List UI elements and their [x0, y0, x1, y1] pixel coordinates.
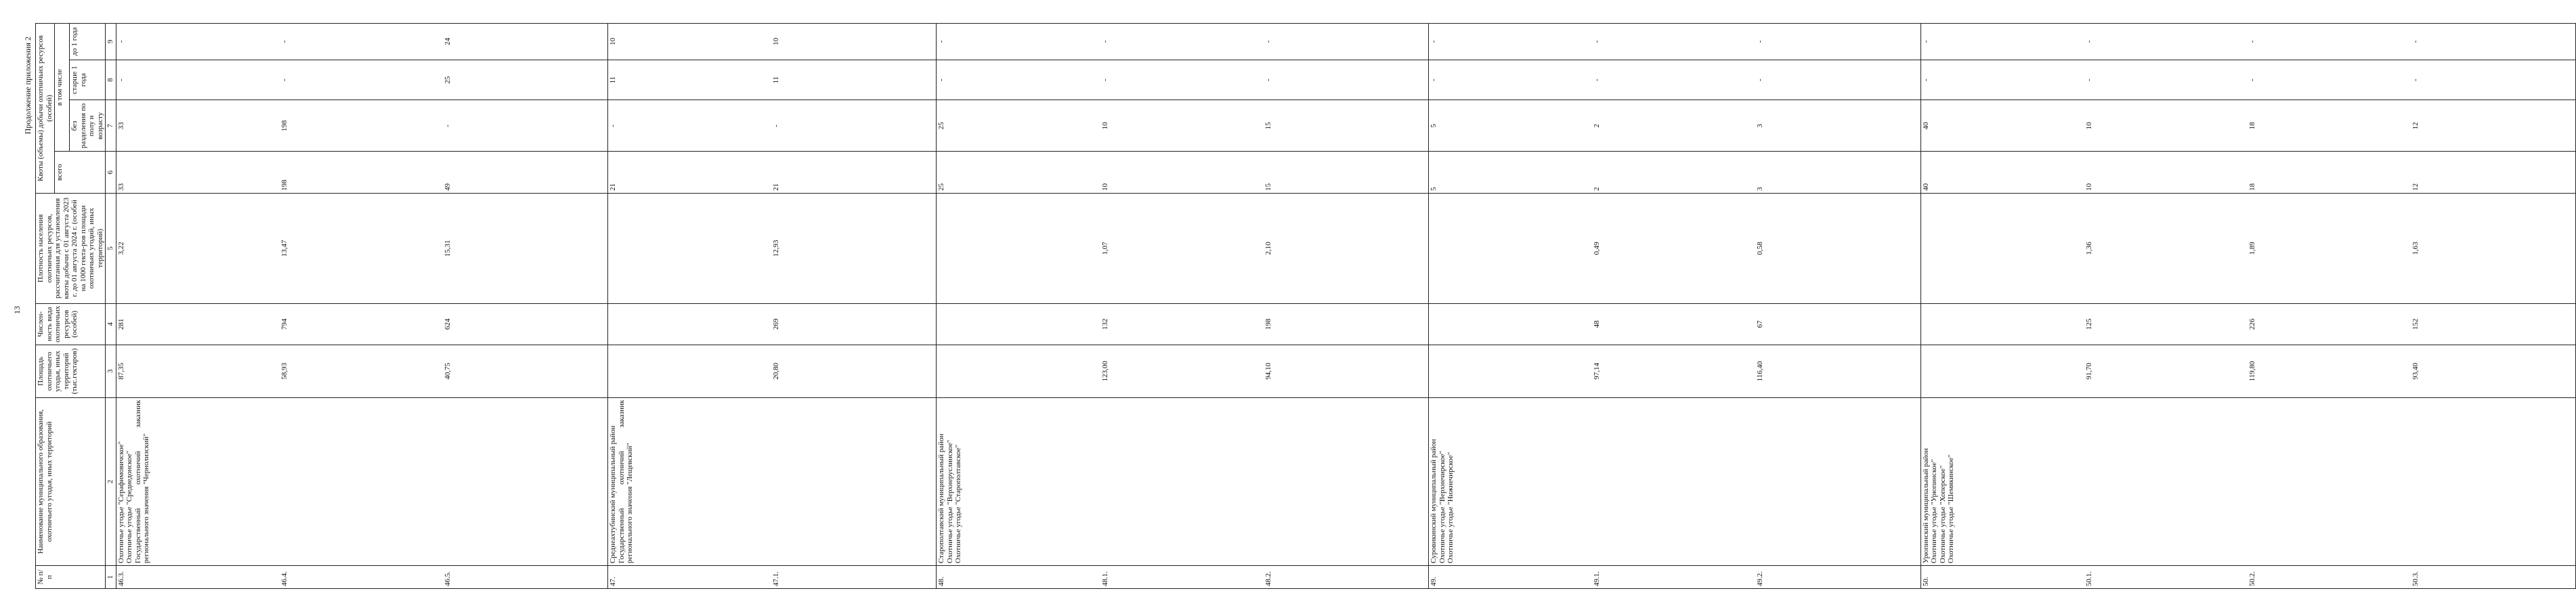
- row-upto-1y: -: [937, 40, 946, 43]
- header-population: Числен-ность вида охотничьих ресурсов (особей): [36, 303, 106, 345]
- header-area: Площадь охотничьего угодья, иных территорий (тыс.гектаров): [36, 345, 106, 397]
- row-area: 87,35: [116, 363, 125, 380]
- row-older-1y-cell: [1920, 60, 2576, 100]
- row-num: 49.: [1430, 577, 1438, 586]
- row-total: 21: [772, 183, 781, 191]
- row-num: 46.5.: [443, 571, 452, 586]
- row-num-cell: [1429, 566, 1921, 589]
- row-total: 33: [116, 183, 125, 191]
- row-density: 1,36: [2084, 242, 2093, 255]
- row-name: Охотничье угодье "Нижнечирское": [1446, 452, 1455, 564]
- row-density: 1,89: [2248, 242, 2256, 255]
- row-density: [1430, 196, 1593, 301]
- row-older-1y: -: [1430, 79, 1438, 81]
- row-older-1y: 25: [443, 76, 452, 84]
- table-row-group: [937, 24, 1429, 589]
- row-older-1y: -: [1593, 79, 1602, 81]
- row-name: Охотничье угодье "Верхнечирское": [1438, 450, 1446, 564]
- row-area: 119,80: [2248, 361, 2256, 382]
- row-density-cell: [937, 193, 1429, 303]
- row-density: 15,31: [443, 240, 452, 257]
- row-total-cell: [1429, 152, 1921, 194]
- row-density: 0,49: [1593, 242, 1602, 255]
- row-population-cell: [1429, 303, 1921, 345]
- row-name: Охотничье угодье "Серафимовичское": [116, 441, 125, 564]
- row-total: 25: [937, 183, 946, 191]
- row-area: [609, 347, 772, 395]
- row-no-sex-age: 2: [1593, 124, 1602, 128]
- table-row-group: [608, 24, 937, 589]
- row-total: 10: [2084, 183, 2093, 191]
- row-density: [1922, 196, 2085, 301]
- row-upto-1y: 24: [443, 37, 452, 45]
- row-density: 0,58: [1756, 242, 1765, 255]
- row-area-cell: [1920, 345, 2576, 397]
- row-area-cell: [608, 345, 937, 397]
- row-no-sex-age: 18: [2248, 122, 2256, 130]
- row-older-1y: -: [1264, 79, 1272, 81]
- row-density: 12,93: [772, 240, 781, 257]
- row-total-cell: [1920, 152, 2576, 194]
- row-area: 91,70: [2084, 363, 2093, 380]
- column-number: 3: [106, 345, 116, 397]
- row-no-sex-age-cell: [1429, 100, 1921, 152]
- row-no-sex-age: 3: [1756, 124, 1765, 128]
- row-upto-1y: -: [2411, 40, 2420, 43]
- row-upto-1y: -: [2084, 40, 2093, 43]
- row-upto-1y-cell: [116, 24, 608, 60]
- row-older-1y: -: [2248, 79, 2256, 81]
- row-upto-1y: -: [1100, 40, 1109, 43]
- row-area: 97,14: [1593, 363, 1602, 380]
- row-num: 48.1.: [1100, 571, 1109, 586]
- row-density: 3,22: [116, 242, 125, 255]
- row-area: [937, 347, 1100, 395]
- row-total-cell: [937, 152, 1429, 194]
- row-total: 10: [1100, 183, 1109, 191]
- row-density-cell: [1429, 193, 1921, 303]
- row-total: 21: [609, 183, 618, 191]
- row-density: [937, 196, 1100, 301]
- row-total: 5: [1430, 187, 1438, 191]
- row-no-sex-age: 33: [116, 122, 125, 130]
- row-population: 132: [1100, 318, 1109, 330]
- row-older-1y-cell: [116, 60, 608, 100]
- row-no-sex-age: 10: [1100, 122, 1109, 130]
- row-name: Суровикинский муниципальный район: [1430, 439, 1438, 564]
- header-older-1y: старше 1 года: [70, 60, 106, 100]
- row-name: Среднеахтубинский муниципальный район: [609, 425, 618, 564]
- continuation-label: Продолжение приложения 2: [23, 37, 33, 135]
- row-density: 1,63: [2411, 242, 2420, 255]
- row-no-sex-age-cell: [937, 100, 1429, 152]
- row-upto-1y-cell: [1429, 24, 1921, 60]
- row-area-cell: [116, 345, 608, 397]
- row-name-cell: [608, 397, 937, 565]
- row-no-sex-age: 5: [1430, 124, 1438, 128]
- column-number: 8: [106, 60, 116, 100]
- table-row-group: [116, 24, 608, 589]
- row-older-1y: -: [1756, 79, 1765, 81]
- row-total: 3: [1756, 187, 1765, 191]
- row-num-cell: [937, 566, 1429, 589]
- row-density-cell: [608, 193, 937, 303]
- row-name-cell: [1920, 397, 2576, 565]
- row-population: [1430, 306, 1593, 343]
- row-upto-1y: -: [1264, 40, 1272, 43]
- row-older-1y: -: [280, 79, 288, 81]
- row-older-1y: -: [1100, 79, 1109, 81]
- column-number: 1: [106, 566, 116, 589]
- row-population-cell: [116, 303, 608, 345]
- row-name: Государственный охотничий заказник регионального значения "Чернолизский": [133, 399, 150, 564]
- row-upto-1y: -: [1756, 40, 1765, 43]
- row-population: 281: [116, 318, 125, 330]
- row-upto-1y-cell: [608, 24, 937, 60]
- header-num: № п/п: [36, 566, 106, 589]
- row-older-1y: -: [2411, 79, 2420, 81]
- row-no-sex-age: 25: [937, 122, 946, 130]
- row-upto-1y-cell: [937, 24, 1429, 60]
- row-name: Охотничье угодье "Старополтавское": [954, 444, 963, 564]
- row-older-1y: 11: [609, 76, 618, 84]
- row-density-cell: [1920, 193, 2576, 303]
- column-number: 7: [106, 100, 116, 152]
- header-density: Плотность населения охотничьих ресурсов, рассчитанная для установления квоты добычи с 01 августа 2023 г. до 01 августа 2024 г. (особей на 1000 гекта-ров площади охотничьих угодий, иных территорий): [36, 193, 106, 303]
- row-upto-1y: 10: [772, 37, 781, 45]
- row-total: 15: [1264, 183, 1272, 191]
- row-name: Охотничье угодье "Урюпинское": [1930, 459, 1939, 564]
- row-population: 226: [2248, 318, 2256, 330]
- row-population: 624: [443, 318, 452, 330]
- row-total: 40: [1921, 183, 1930, 191]
- row-density-cell: [116, 193, 608, 303]
- row-area: 93,40: [2411, 363, 2420, 380]
- row-name: Охотничье угодье "Шемякинское": [1947, 454, 1956, 564]
- row-upto-1y: 10: [609, 37, 618, 45]
- row-num-cell: [608, 566, 937, 589]
- row-area-cell: [937, 345, 1429, 397]
- column-number-row: [106, 24, 116, 589]
- table-row-group: [1429, 24, 1921, 589]
- row-num: 48.: [937, 577, 946, 586]
- row-density: 13,47: [280, 240, 288, 257]
- row-upto-1y-cell: [1920, 24, 2576, 60]
- page-number: 13: [12, 306, 22, 314]
- row-total: 198: [280, 179, 288, 191]
- row-no-sex-age: -: [609, 125, 618, 127]
- row-population: 269: [772, 318, 781, 330]
- row-name: Урюпинский муниципальный район: [1921, 448, 1930, 564]
- header-quota-group: Квоты (объемы) добычи охотничьих ресурсов (особей): [36, 24, 55, 194]
- row-upto-1y: -: [1593, 40, 1602, 43]
- row-area: 20,80: [772, 363, 781, 380]
- row-population: 794: [280, 318, 288, 330]
- row-older-1y: -: [2084, 79, 2093, 81]
- row-upto-1y: -: [116, 40, 125, 43]
- row-area: [1430, 347, 1593, 395]
- row-name: Охотничье угодье "Верхнеруслинское": [945, 439, 954, 564]
- row-population-cell: [937, 303, 1429, 345]
- row-name: Государственный охотничий заказник регионального значения "Лещевский": [617, 399, 635, 564]
- row-population: [937, 306, 1100, 343]
- header-name: Наименование муниципального образования, охотничьего угодья, иных территорий: [36, 397, 106, 565]
- row-name: Охотничье угодье "Хоперское": [1938, 465, 1947, 564]
- header-upto-1y: до 1 года: [70, 24, 106, 60]
- row-no-sex-age: -: [772, 125, 781, 127]
- row-area: 58,93: [280, 363, 288, 380]
- row-older-1y: -: [116, 79, 125, 81]
- row-upto-1y: -: [2248, 40, 2256, 43]
- row-no-sex-age-cell: [1920, 100, 2576, 152]
- row-area: [1922, 347, 2085, 395]
- row-no-sex-age: 198: [280, 120, 288, 132]
- row-total-cell: [608, 152, 937, 194]
- row-no-sex-age: -: [443, 125, 452, 127]
- row-num: 46.4.: [280, 571, 288, 586]
- row-area-cell: [1429, 345, 1921, 397]
- row-no-sex-age: 15: [1264, 122, 1272, 130]
- row-population-cell: [1920, 303, 2576, 345]
- row-num: 47.1.: [772, 571, 781, 586]
- table-row-group: [1920, 24, 2576, 589]
- row-no-sex-age: 40: [1921, 122, 1930, 130]
- column-number: 4: [106, 303, 116, 345]
- row-older-1y-cell: [1429, 60, 1921, 100]
- row-name: Охотничье угодье "Средиедонское": [125, 450, 133, 564]
- row-num-cell: [1920, 566, 2576, 589]
- row-older-1y: 11: [772, 76, 781, 84]
- row-total: 12: [2411, 183, 2420, 191]
- row-num: 50.: [1921, 577, 1930, 586]
- row-population-cell: [608, 303, 937, 345]
- header-incl: в том числе: [55, 24, 70, 152]
- column-number: 5: [106, 193, 116, 303]
- row-population: 125: [2084, 318, 2093, 330]
- row-population: 48: [1593, 320, 1602, 328]
- row-no-sex-age: 12: [2411, 122, 2420, 130]
- row-no-sex-age-cell: [608, 100, 937, 152]
- row-upto-1y: -: [280, 40, 288, 43]
- row-num: 50.1.: [2084, 571, 2093, 586]
- row-num: 50.3.: [2411, 571, 2420, 586]
- row-area: 123,00: [1100, 361, 1109, 382]
- row-no-sex-age: 10: [2084, 122, 2093, 130]
- row-num: 48.2.: [1264, 571, 1272, 586]
- row-num: 49.2.: [1756, 571, 1765, 586]
- row-density: 1,07: [1100, 242, 1109, 255]
- row-upto-1y: -: [1430, 40, 1438, 43]
- row-population: 152: [2411, 318, 2420, 330]
- row-population: [1922, 306, 2085, 343]
- row-older-1y: -: [937, 79, 946, 81]
- column-number: 9: [106, 24, 116, 60]
- row-area: 40,75: [443, 363, 452, 380]
- row-name-cell: [937, 397, 1429, 565]
- row-name: Старополтавский муниципальный район: [937, 433, 946, 564]
- row-num: 49.1.: [1593, 571, 1602, 586]
- row-upto-1y: -: [1921, 40, 1930, 43]
- row-density: 2,10: [1264, 242, 1272, 255]
- quota-table-body: [116, 24, 2576, 589]
- row-older-1y: -: [1921, 79, 1930, 81]
- row-older-1y-cell: [608, 60, 937, 100]
- column-number: 2: [106, 397, 116, 565]
- row-total: 2: [1593, 187, 1602, 191]
- row-population: 67: [1756, 320, 1765, 328]
- row-area: 116,40: [1756, 361, 1765, 382]
- row-num-cell: [116, 566, 608, 589]
- row-num: 46.3.: [116, 571, 125, 586]
- quota-table: [35, 23, 2576, 589]
- row-older-1y-cell: [937, 60, 1429, 100]
- header-total: всего: [55, 152, 106, 194]
- row-total: 18: [2248, 183, 2256, 191]
- row-total: 49: [443, 183, 452, 191]
- row-area: 94,10: [1264, 363, 1272, 380]
- row-density: [609, 196, 772, 301]
- row-name-cell: [116, 397, 608, 565]
- column-number: 6: [106, 152, 116, 194]
- row-total-cell: [116, 152, 608, 194]
- row-population: [609, 306, 772, 343]
- header-no-sex-age: без разделения по полу и возрасту: [70, 100, 106, 152]
- row-num: 50.2.: [2248, 571, 2256, 586]
- row-population: 198: [1264, 318, 1272, 330]
- row-num: 47.: [609, 577, 618, 586]
- row-no-sex-age-cell: [116, 100, 608, 152]
- row-name-cell: [1429, 397, 1921, 565]
